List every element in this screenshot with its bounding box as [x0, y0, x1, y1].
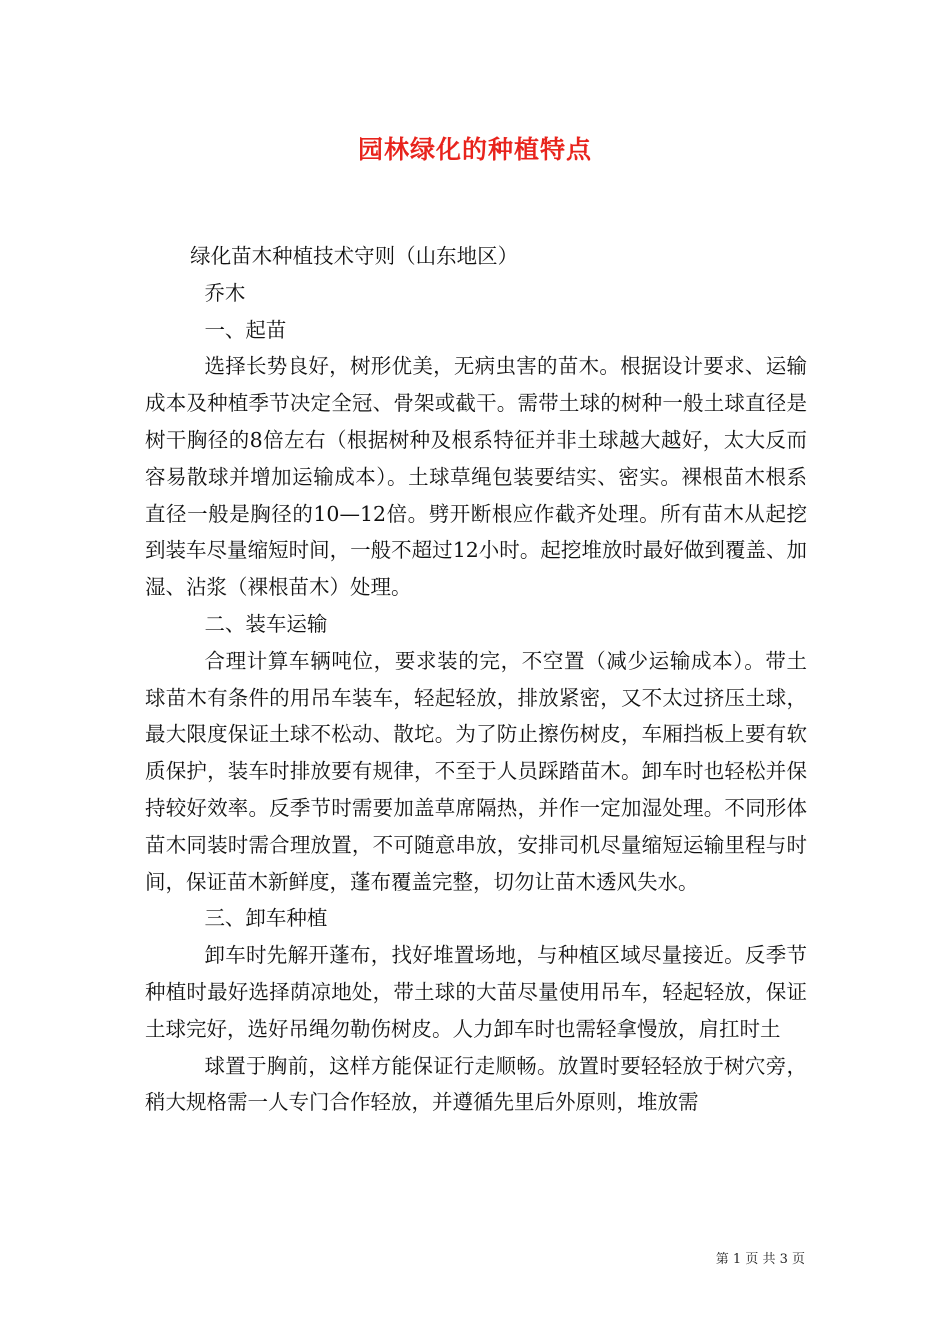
page-number-footer: 第 1 页 共 3 页 — [715, 1252, 805, 1267]
paragraph-body-3: 卸车时先解开蓬布，找好堆置场地，与种植区域尽量接近。反季节种植时最好选择荫凉地处，带土球的大苗尽量使用吊车，轻起轻放，保证土球完好，选好吊绳勿勒伤树皮。人力卸车时也需轻拿慢放，肩扛时土 — [145, 943, 807, 1041]
paragraph-body-1: 选择长势良好，树形优美，无病虫害的苗木。根据设计要求、运输成本及种植季节决定全冠、骨架或截干。需带土球的树种一般土球直径是树干胸径的8倍左右（根据树种及根系特征并非土球越大越好，太大反而容易散球并增加运输成本）。土球草绳包装要结实、密实。裸根苗木根系直径一般是胸径的10—12倍。劈开断根应作截齐处理。所有苗木从起挖到装车尽量缩短时间，一般不超过12小时。起挖堆放时最好做到覆盖、加湿、沾浆（裸根苗木）处理。 — [145, 354, 807, 600]
paragraph-heading-3: 三、卸车种植 — [204, 906, 328, 931]
paragraph-subtitle: 绿化苗木种植技术守则（山东地区） — [190, 244, 519, 268]
paragraph-body-4: 球置于胸前，这样方能保证行走顺畅。放置时要轻轻放于树穴旁，稍大规格需一人专门合作轻放，并遵循先里后外原则，堆放需 — [145, 1053, 807, 1115]
document-body — [145, 238, 807, 1121]
paragraph-body-2: 合理计算车辆吨位，要求装的完，不空置（减少运输成本）。带土球苗木有条件的用吊车装车，轻起轻放，排放紧密，又不太过挤压土球，最大限度保证土球不松动、散坨。为了防止擦伤树皮，车厢挡板上要有软质保护，装车时排放要有规律，不至于人员踩踏苗木。卸车时也轻松并保持较好效率。反季节时需要加盖草席隔热，并作一定加湿处理。不同形体苗木同装时需合理放置，不可随意串放，安排司机尽量缩短运输里程与时间，保证苗木新鲜度，蓬布覆盖完整，切勿让苗木透风失水。 — [145, 648, 807, 894]
paragraph-section-trees: 乔木 — [204, 280, 246, 305]
paragraph-heading-1: 一、起苗 — [204, 317, 287, 342]
paragraph-heading-2: 二、装车运输 — [204, 611, 328, 636]
document-title: 园林绿化的种植特点 — [357, 135, 592, 164]
